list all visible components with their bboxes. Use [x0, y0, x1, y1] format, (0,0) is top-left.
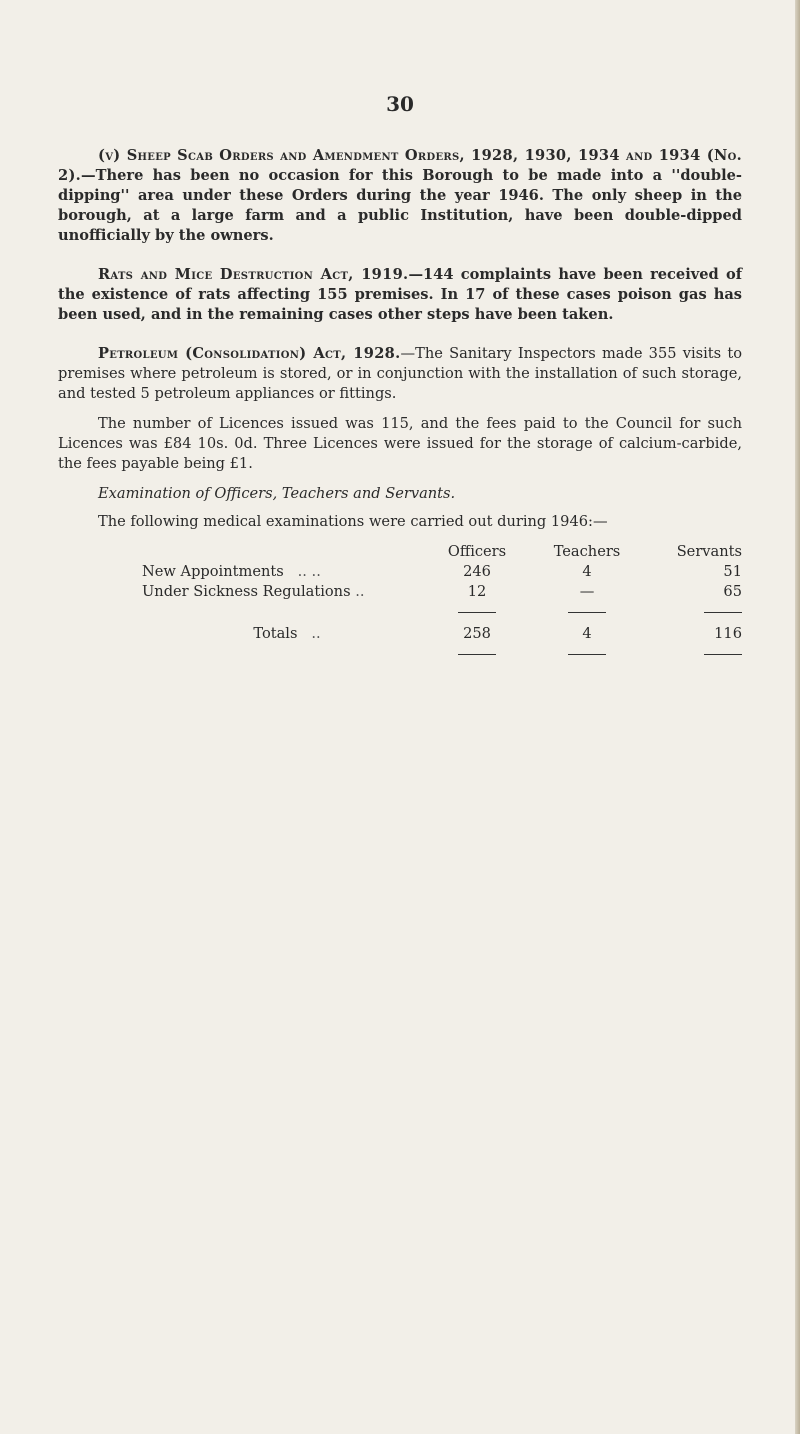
column-header-officers: Officers: [447, 543, 507, 560]
document-body: [58, 146, 742, 664]
total-officers: 258: [463, 625, 491, 642]
total-teachers: 4: [582, 625, 592, 642]
rule-row: [142, 644, 742, 664]
row-label: Under Sickness Regulations ..: [142, 583, 365, 600]
column-header-teachers: Teachers: [553, 543, 621, 560]
sheep-scab-heading: (v) Sheep Scab Orders and Amendment Orders, 1928, 1930, 1934 and 1934 (No. 2).: [58, 147, 742, 184]
cell-officers: 246: [463, 563, 491, 580]
row-label: New Appointments .. ..: [142, 563, 321, 580]
rule-row: [142, 602, 742, 622]
petroleum-paragraph: [58, 344, 742, 404]
divider: [704, 654, 742, 655]
table-header-row: [142, 542, 742, 562]
rats-mice-heading: Rats and Mice Destruction Act, 1919.: [98, 266, 409, 283]
cell-officers: 12: [467, 583, 487, 600]
sheep-scab-paragraph: [58, 146, 742, 246]
petroleum-body: —The Sanitary Inspectors made 355 visits to premises where petroleum is stored, or in conjunction with the installation of such storage, and tested 5 petroleum appliances or fittings.: [58, 345, 742, 402]
cell-teachers: 4: [582, 563, 592, 580]
table-header-blank: [142, 542, 422, 562]
sheep-scab-body: —There has been no occasion for this Borough to be made into a ''double-dipping'' area under these Orders during the year 1946. The only sheep in the borough, at a large farm and a public Institution, have been double-dipped unofficially by the owners.: [58, 167, 742, 244]
rats-mice-paragraph: [58, 265, 742, 325]
examination-table: [142, 542, 742, 664]
column-header-servants: Servants: [676, 543, 742, 560]
divider: [458, 654, 496, 655]
licences-paragraph: The number of Licences issued was 115, and the fees paid to the Council for such Licences was £84 10s. 0d. Three Licences were issued for the storage of calcium-carbide, the fees payable being £1.: [58, 415, 742, 472]
table-row: [142, 562, 742, 582]
table-row: [142, 582, 742, 602]
divider: [568, 654, 606, 655]
divider: [704, 612, 742, 613]
page-number: 30: [386, 92, 414, 116]
totals-row: [142, 622, 742, 644]
totals-label: Totals ..: [253, 625, 321, 642]
cell-teachers: —: [579, 583, 595, 600]
examination-intro: The following medical examinations were carried out during 1946:—: [98, 513, 608, 530]
petroleum-heading: Petroleum (Consolidation) Act, 1928.: [98, 345, 401, 362]
examination-heading: Examination of Officers, Teachers and Servants.: [98, 485, 456, 502]
cell-servants: 65: [723, 583, 742, 600]
page-edge: [795, 0, 800, 1434]
divider: [458, 612, 496, 613]
total-servants: 116: [714, 625, 742, 642]
cell-servants: 51: [723, 563, 742, 580]
divider: [568, 612, 606, 613]
rats-mice-body: —144 complaints have been received of the existence of rats affecting 155 premises. In 17 of these cases poison gas has been used, and in the remaining cases other steps have been taken.: [58, 266, 742, 323]
